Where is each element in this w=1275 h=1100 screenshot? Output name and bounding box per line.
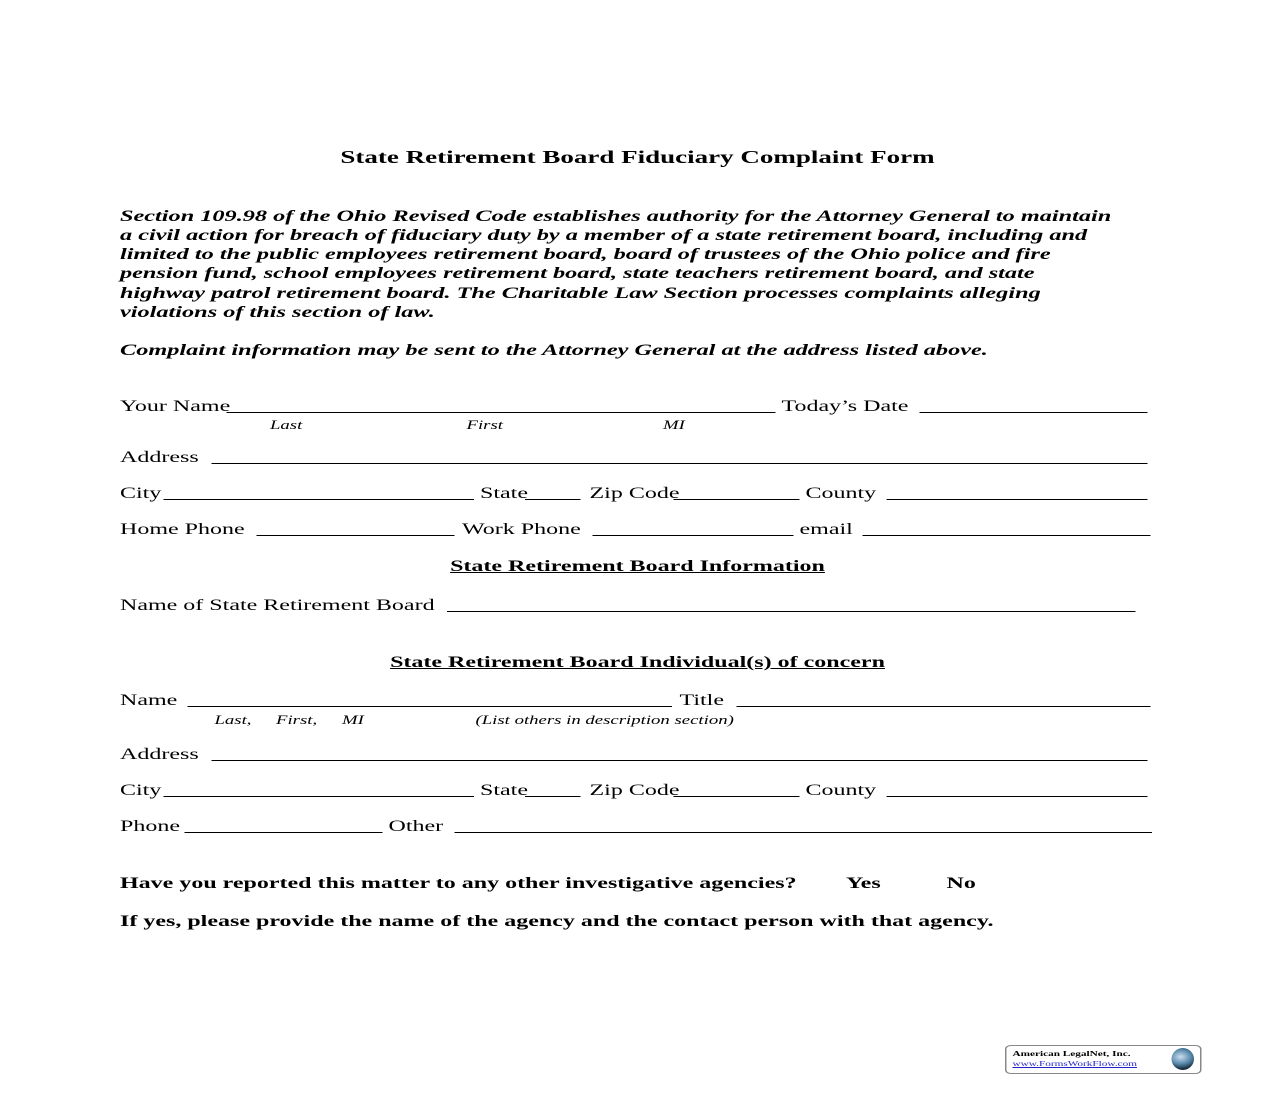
- mi-sublabel: MI: [342, 713, 364, 727]
- intro-line: Section 109.98 of the Ohio Revised Code establishes authority for the Attorney General to maintain: [120, 207, 1112, 225]
- home-phone-input[interactable]: [257, 521, 455, 536]
- globe-icon: [1172, 1048, 1195, 1070]
- email-input[interactable]: [863, 521, 1151, 536]
- individual-name-input[interactable]: [188, 692, 673, 707]
- agency-followup: If yes, please provide the name of the agency and the contact person with that agency.: [120, 913, 994, 930]
- first-sublabel: First: [466, 418, 503, 432]
- zip-label: Zip Code: [589, 485, 680, 502]
- home-phone-label: Home Phone: [120, 521, 245, 538]
- county-label: County: [805, 485, 877, 502]
- individual-address-input[interactable]: [212, 746, 1148, 761]
- first-sublabel: First,: [276, 713, 318, 727]
- page-title: State Retirement Board Fiduciary Complaint Form: [340, 147, 935, 167]
- todays-date-input[interactable]: [920, 398, 1148, 413]
- work-phone-label: Work Phone: [462, 521, 581, 538]
- intro-line: limited to the public employees retirement board, board of trustees of the Ohio police and fire: [120, 245, 1051, 263]
- logo-url-link[interactable]: www.FormsWorkFlow.com: [1012, 1059, 1138, 1068]
- your-name-input[interactable]: [227, 398, 776, 413]
- intro-line: violations of this section of law.: [120, 303, 435, 321]
- mi-sublabel: MI: [663, 418, 685, 432]
- individual-other-label: Other: [388, 818, 444, 835]
- board-name-label: Name of State Retirement Board: [120, 597, 435, 614]
- individual-phone-input[interactable]: [185, 818, 383, 833]
- individual-state-input[interactable]: [525, 782, 581, 797]
- send-note: Complaint information may be sent to the Attorney General at the address listed above.: [120, 341, 988, 359]
- email-label: email: [799, 521, 853, 538]
- individual-county-input[interactable]: [887, 782, 1148, 797]
- last-sublabel: Last,: [214, 713, 252, 727]
- individual-zip-input[interactable]: [674, 782, 800, 797]
- address-input[interactable]: [212, 449, 1148, 464]
- board-info-heading: State Retirement Board Information: [450, 558, 825, 575]
- list-others-note: (List others in description section): [475, 713, 734, 727]
- state-label: State: [480, 485, 528, 502]
- individual-name-label: Name: [120, 692, 178, 709]
- work-phone-input[interactable]: [593, 521, 794, 536]
- individuals-heading: State Retirement Board Individual(s) of concern: [390, 654, 885, 671]
- logo-company: American LegalNet, Inc.: [1012, 1049, 1131, 1058]
- city-label: City: [120, 485, 162, 502]
- individual-city-label: City: [120, 782, 162, 799]
- individual-zip-label: Zip Code: [589, 782, 680, 799]
- county-input[interactable]: [887, 485, 1148, 500]
- reported-question: Have you reported this matter to any other investigative agencies?: [120, 875, 797, 892]
- zip-input[interactable]: [674, 485, 800, 500]
- intro-line: pension fund, school employees retirement board, state teachers retirement board, and state: [120, 264, 1035, 282]
- last-sublabel: Last: [270, 418, 303, 432]
- individual-county-label: County: [805, 782, 877, 799]
- address-label: Address: [120, 449, 199, 466]
- state-input[interactable]: [525, 485, 581, 500]
- no-option[interactable]: No: [946, 875, 976, 892]
- individual-title-input[interactable]: [737, 692, 1151, 707]
- yes-option[interactable]: Yes: [846, 875, 881, 892]
- your-name-label: Your Name: [120, 398, 231, 415]
- individual-address-label: Address: [120, 746, 199, 763]
- todays-date-label: Today’s Date: [781, 398, 909, 415]
- board-name-input[interactable]: [447, 597, 1136, 612]
- individual-phone-label: Phone: [120, 818, 180, 835]
- intro-line: highway patrol retirement board. The Charitable Law Section processes complaints alleging: [120, 284, 1041, 302]
- individual-title-label: Title: [679, 692, 724, 709]
- individual-other-input[interactable]: [455, 818, 1153, 833]
- american-legalnet-logo: [1005, 1045, 1202, 1074]
- intro-line: a civil action for breach of fiduciary duty by a member of a state retirement board, including and: [120, 226, 1088, 244]
- individual-city-input[interactable]: [164, 782, 475, 797]
- city-input[interactable]: [164, 485, 475, 500]
- individual-state-label: State: [480, 782, 528, 799]
